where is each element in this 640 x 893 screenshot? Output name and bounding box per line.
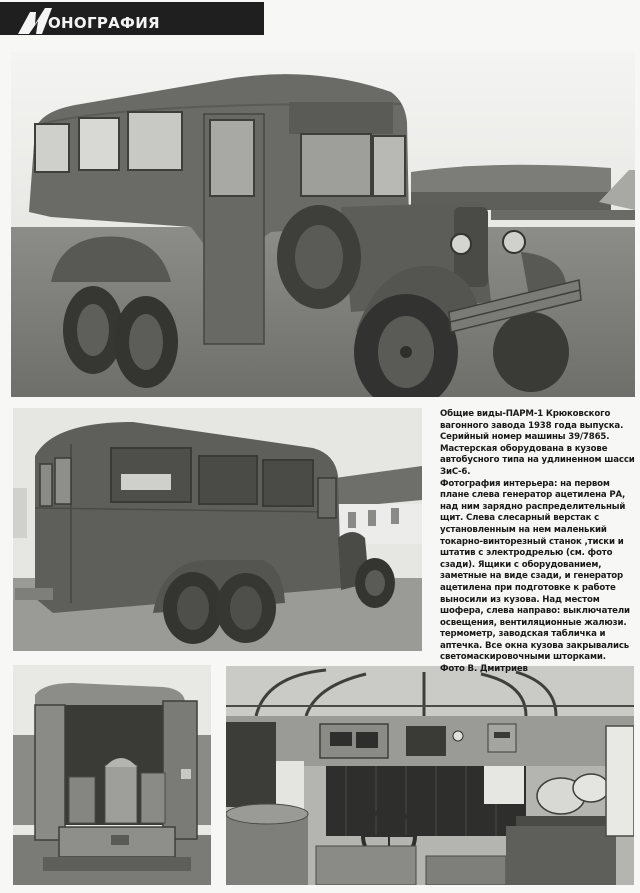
caption-paragraph-interior: Фотография интерьера: на первом плане слева генератор ацетилена РА, над ним зарядно распределительный щит. Слева слесарный верстак с установленным на нем маленький токарно-винторезный станок ,тиски и штатив с электродрелью (см. фото сзади). Ящики с оборудованием, заметные на виде сзади, и генератор ацетилена при подготовке к работе выносили из кузова. Над местом шофера, слева направо: выключатели освещения, вентиляционные жалюзи. термометр, заводская табличка и аптечка. Все окна кузова закрывались светомаскировочными шторками.: [440, 478, 630, 663]
photo-truck-front-view: [11, 52, 635, 397]
photo-caption: [440, 409, 640, 676]
truck-rear-photo-illustration: [13, 408, 422, 651]
photo-workshop-interior: [226, 666, 634, 885]
photo-truck-rear-side-view: [13, 408, 422, 651]
truck-rear-doors-photo-illustration: [13, 665, 211, 885]
section-title: ОНОГРАФИЯ: [48, 14, 160, 32]
section-header-band: [0, 2, 264, 35]
monograph-m-logo-icon: [18, 8, 52, 34]
photo-truck-rear-doors-open: [13, 665, 211, 885]
truck-front-photo-illustration: [11, 52, 635, 397]
caption-paragraph-general-views: Общие виды-ПАРМ-1 Крюковского вагонного завода 1938 года выпуска. Серийный номер машины 39/7865. Мастерская оборудована в кузове автобусного типа на удлиненном шасси ЗиС-6.: [440, 409, 635, 477]
section-logo: [18, 8, 160, 34]
workshop-interior-photo-illustration: [226, 666, 634, 885]
caption-photo-credit: Фото В. Дмитриев: [440, 664, 528, 675]
